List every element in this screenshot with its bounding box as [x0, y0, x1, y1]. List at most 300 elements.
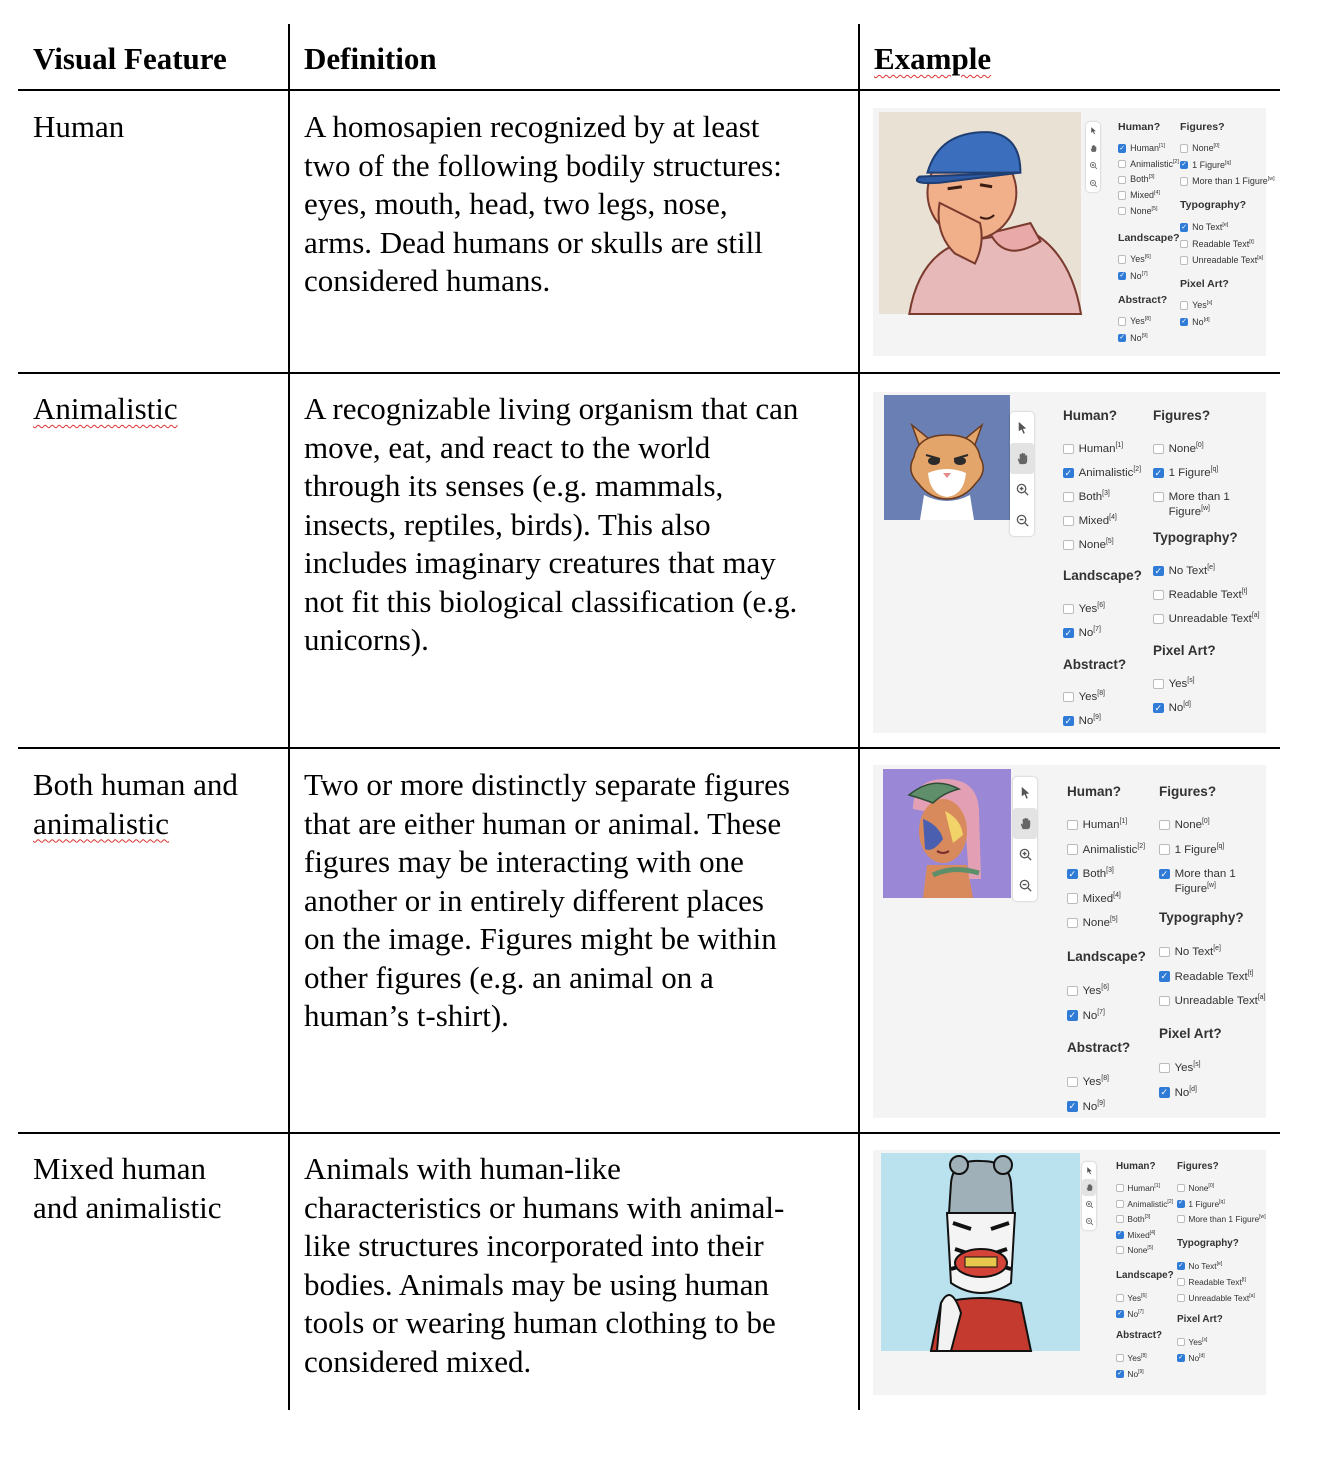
- checkbox-checked-icon[interactable]: ✓: [1068, 868, 1077, 879]
- question-figures-title: Figures?: [1159, 784, 1217, 799]
- shortcut-key: [t]: [1241, 588, 1248, 596]
- checkbox-icon[interactable]: [1118, 176, 1126, 184]
- definition-line: human’s t-shirt).: [304, 998, 509, 1033]
- option-human-0[interactable]: [1118, 143, 1165, 155]
- shortcut-key: [3]: [1102, 490, 1110, 498]
- option-typography-1[interactable]: [1180, 239, 1254, 251]
- option-label-text: Yes: [1130, 316, 1145, 326]
- shortcut-key: [4]: [1113, 891, 1121, 899]
- option-label-text: Mixed: [1082, 892, 1114, 905]
- checkbox-icon[interactable]: [1063, 444, 1074, 455]
- option-label-text-2: Figure: [1168, 505, 1202, 518]
- checkbox-checked-icon[interactable]: ✓: [1178, 1199, 1184, 1207]
- option-label: [1083, 843, 1145, 858]
- option-typography-1[interactable]: [1177, 1277, 1246, 1288]
- definition-line: on the image. Figures might be within: [304, 921, 777, 956]
- checkbox-checked-icon[interactable]: ✓: [1064, 627, 1073, 638]
- checkbox-icon[interactable]: [1153, 614, 1164, 625]
- shortcut-key: [9]: [1141, 332, 1148, 339]
- option-landscape-1[interactable]: [1116, 1309, 1144, 1320]
- option-label: [1188, 1214, 1265, 1225]
- option-label: [1188, 1277, 1246, 1288]
- checkbox-icon[interactable]: [1067, 918, 1078, 929]
- definition-line: through its senses (e.g. mammals,: [304, 468, 724, 503]
- option-typography-0[interactable]: [1180, 222, 1228, 234]
- option-figures-0[interactable]: [1177, 1183, 1214, 1194]
- option-landscape-1[interactable]: [1118, 271, 1148, 283]
- option-human-3[interactable]: [1067, 892, 1121, 907]
- checkbox-icon[interactable]: [1153, 492, 1164, 503]
- option-human-3[interactable]: [1118, 190, 1160, 202]
- definition-line: unicorns).: [304, 622, 429, 657]
- shortcut-key: [8]: [1144, 316, 1151, 323]
- checkbox-icon[interactable]: [1153, 679, 1164, 690]
- checkbox-checked-icon[interactable]: ✓: [1119, 144, 1126, 152]
- checkbox-icon[interactable]: [1180, 144, 1188, 152]
- question-abstract-title: Abstract?: [1118, 294, 1168, 306]
- checkbox-checked-icon[interactable]: ✓: [1178, 1261, 1184, 1269]
- option-figures-1[interactable]: [1177, 1199, 1225, 1210]
- checkbox-checked-icon[interactable]: ✓: [1119, 334, 1126, 342]
- option-label-text: Yes: [1082, 1076, 1102, 1088]
- option-abstract-0[interactable]: [1118, 316, 1151, 328]
- checkbox-icon[interactable]: [1116, 1294, 1124, 1302]
- zoom-out-icon[interactable]: [1013, 870, 1037, 901]
- checkbox-icon[interactable]: [1180, 256, 1188, 264]
- shortcut-key: [0]: [1208, 1183, 1215, 1190]
- option-landscape-0[interactable]: [1118, 254, 1151, 266]
- option-abstract-1[interactable]: [1067, 1100, 1105, 1115]
- checkbox-checked-icon[interactable]: ✓: [1154, 467, 1163, 478]
- option-label-text: More than 1: [1168, 491, 1230, 503]
- checkbox-icon[interactable]: [1067, 893, 1078, 904]
- option-abstract-0[interactable]: [1063, 690, 1105, 705]
- option-label: [1175, 945, 1221, 960]
- feature-line: animalistic: [33, 805, 170, 841]
- option-label-text: Unreadable Text: [1168, 613, 1252, 625]
- shortcut-key: [0]: [1195, 442, 1204, 450]
- checkbox-checked-icon[interactable]: ✓: [1181, 318, 1188, 326]
- header-definition: Definition: [304, 41, 437, 76]
- option-label-text: Readable Text: [1168, 589, 1242, 601]
- shortcut-key: [8]: [1141, 1353, 1147, 1360]
- hand-icon[interactable]: [1086, 140, 1100, 158]
- checkbox-icon[interactable]: [1177, 1338, 1185, 1346]
- option-human-1[interactable]: [1116, 1199, 1173, 1210]
- definition-line: includes imaginary creatures that may: [304, 545, 776, 580]
- option-label-text: No: [1130, 332, 1142, 343]
- checkbox-icon[interactable]: [1159, 947, 1170, 958]
- checkbox-icon[interactable]: [1067, 844, 1078, 855]
- checkbox-icon[interactable]: [1159, 996, 1170, 1007]
- cursor-icon[interactable]: [1086, 122, 1100, 140]
- option-typography-2[interactable]: [1180, 255, 1263, 267]
- option-label-text: 1 Figure: [1174, 843, 1217, 856]
- checkbox-checked-icon[interactable]: ✓: [1154, 565, 1163, 576]
- option-label: [1175, 1061, 1201, 1076]
- shortcut-key: [d]: [1189, 1085, 1197, 1093]
- zoom-in-icon[interactable]: [1013, 839, 1037, 870]
- shortcut-key: [e]: [1207, 564, 1215, 572]
- option-typography-1[interactable]: [1153, 588, 1247, 603]
- option-pixel-1[interactable]: [1177, 1353, 1205, 1364]
- option-typography-2[interactable]: [1159, 994, 1266, 1009]
- shortcut-key: [7]: [1138, 1309, 1144, 1316]
- definition-line: like structures incorporated into their: [304, 1228, 764, 1263]
- shortcut-key: [6]: [1097, 602, 1105, 610]
- option-landscape-1[interactable]: [1067, 1009, 1105, 1024]
- checkbox-checked-icon[interactable]: ✓: [1181, 223, 1188, 231]
- option-landscape-0[interactable]: [1067, 984, 1109, 999]
- definition-line: eyes, mouth, head, two legs, nose,: [304, 186, 728, 221]
- option-label-text: Readable Text: [1188, 1277, 1242, 1287]
- shortcut-key: [d]: [1199, 1353, 1205, 1360]
- checkbox-icon[interactable]: [1180, 177, 1188, 185]
- shortcut-key: [e]: [1216, 1261, 1223, 1268]
- hand-icon[interactable]: [1082, 1179, 1096, 1196]
- option-human-2[interactable]: [1063, 490, 1110, 505]
- option-label-text: Yes: [1127, 1293, 1142, 1303]
- zoom-out-icon[interactable]: [1086, 175, 1100, 193]
- option-label: [1079, 714, 1101, 729]
- checkbox-checked-icon[interactable]: ✓: [1064, 467, 1073, 478]
- option-label: [1130, 190, 1160, 202]
- checkbox-icon[interactable]: [1063, 540, 1074, 551]
- option-human-2[interactable]: [1118, 174, 1155, 186]
- option-human-4[interactable]: [1118, 206, 1158, 218]
- shortcut-key: [q]: [1225, 159, 1231, 166]
- checkbox-icon[interactable]: [1063, 692, 1074, 703]
- shortcut-key: [6]: [1101, 984, 1109, 992]
- option-human-1[interactable]: [1063, 466, 1141, 481]
- feature-line: Mixed human: [33, 1151, 207, 1186]
- option-label: [1127, 1230, 1155, 1241]
- checkbox-checked-icon[interactable]: ✓: [1068, 1010, 1077, 1021]
- zoom-out-icon[interactable]: [1010, 505, 1034, 536]
- question-typography-title: Typography?: [1153, 530, 1238, 545]
- option-human-0[interactable]: [1116, 1183, 1160, 1194]
- option-figures-1[interactable]: [1159, 843, 1224, 858]
- image-toolbar: [1010, 412, 1034, 536]
- option-label: [1169, 588, 1248, 603]
- option-human-2[interactable]: [1067, 867, 1114, 882]
- option-label-text: No: [1192, 316, 1204, 327]
- option-label-text: Unreadable Text: [1188, 1293, 1250, 1303]
- option-label: [1083, 1009, 1105, 1024]
- option-label-text: No Text: [1188, 1261, 1217, 1271]
- option-label: [1079, 602, 1105, 617]
- shortcut-key: [9]: [1097, 1099, 1105, 1107]
- checkbox-checked-icon[interactable]: ✓: [1117, 1369, 1123, 1377]
- option-human-0[interactable]: [1063, 442, 1123, 457]
- checkbox-icon[interactable]: [1118, 191, 1126, 199]
- shortcut-key: [a]: [1257, 994, 1266, 1002]
- option-figures-2[interactable]: [1180, 176, 1275, 188]
- cursor-icon[interactable]: [1013, 777, 1037, 808]
- checkbox-checked-icon[interactable]: ✓: [1154, 702, 1163, 713]
- option-landscape-0[interactable]: [1116, 1293, 1147, 1304]
- definition-line: Two or more distinctly separate figures: [304, 767, 790, 802]
- option-figures-0[interactable]: [1159, 818, 1210, 833]
- option-abstract-1[interactable]: [1118, 333, 1148, 345]
- option-human-2[interactable]: [1116, 1214, 1150, 1225]
- option-label: [1130, 254, 1151, 266]
- option-label: [1192, 317, 1209, 329]
- checkbox-icon[interactable]: [1116, 1246, 1124, 1254]
- option-label: [1079, 466, 1141, 481]
- checkbox-icon[interactable]: [1116, 1184, 1124, 1192]
- checkbox-checked-icon[interactable]: ✓: [1064, 715, 1073, 726]
- zoom-in-icon[interactable]: [1082, 1196, 1096, 1213]
- feature-line: Both human and: [33, 767, 238, 802]
- option-label-text: None: [1130, 205, 1152, 216]
- checkbox-icon[interactable]: [1067, 986, 1078, 997]
- option-label-text: Human: [1078, 443, 1116, 455]
- question-human-title: Human?: [1116, 1161, 1156, 1172]
- option-label: [1188, 1337, 1207, 1348]
- checkbox-icon[interactable]: [1118, 207, 1126, 215]
- option-label-text: No Text: [1192, 222, 1223, 232]
- shortcut-key: [5]: [1105, 538, 1114, 546]
- option-label: [1083, 1075, 1109, 1090]
- option-pixel-1[interactable]: [1153, 701, 1191, 716]
- option-figures-2[interactable]: [1153, 490, 1230, 520]
- shortcut-key: [q]: [1210, 466, 1219, 474]
- checkbox-checked-icon[interactable]: ✓: [1117, 1309, 1123, 1317]
- checkbox-icon[interactable]: [1116, 1354, 1124, 1362]
- option-figures-1[interactable]: [1153, 466, 1218, 481]
- shortcut-key: [6]: [1141, 1293, 1147, 1300]
- checkbox-icon[interactable]: [1177, 1294, 1185, 1302]
- checkbox-icon[interactable]: [1116, 1215, 1124, 1223]
- feature-both: [33, 766, 278, 843]
- option-label: [1083, 1100, 1105, 1115]
- checkbox-icon[interactable]: [1063, 492, 1074, 503]
- checkbox-icon[interactable]: [1180, 301, 1188, 309]
- shortcut-key: [3]: [1148, 174, 1155, 181]
- option-label: [1083, 984, 1109, 999]
- shortcut-key: [2]: [1172, 158, 1179, 165]
- option-label-text: Both: [1078, 491, 1103, 503]
- option-human-3[interactable]: [1063, 514, 1117, 529]
- option-label: [1127, 1183, 1160, 1194]
- option-figures-1[interactable]: [1180, 160, 1231, 172]
- option-label-text: Yes: [1192, 300, 1207, 310]
- definition-line: move, eat, and react to the world: [304, 429, 711, 465]
- thumbnail-svg: [881, 1153, 1080, 1351]
- cursor-icon[interactable]: [1082, 1162, 1096, 1179]
- option-label: [1192, 160, 1231, 172]
- option-human-4[interactable]: [1063, 538, 1114, 553]
- checkbox-checked-icon[interactable]: ✓: [1160, 868, 1169, 879]
- option-label-text: More than 1 Figure: [1192, 176, 1268, 186]
- question-landscape-title: Landscape?: [1118, 232, 1180, 244]
- option-abstract-0[interactable]: [1116, 1353, 1147, 1364]
- option-label: [1127, 1369, 1143, 1380]
- question-typography-title: Typography?: [1159, 910, 1244, 925]
- option-label: [1169, 701, 1191, 716]
- checkbox-checked-icon[interactable]: ✓: [1160, 1087, 1169, 1098]
- checkbox-icon[interactable]: [1118, 317, 1126, 325]
- option-figures-2[interactable]: [1177, 1214, 1266, 1225]
- checkbox-icon[interactable]: [1177, 1278, 1185, 1286]
- option-label-text: Animalistic: [1127, 1198, 1168, 1209]
- checkbox-icon[interactable]: [1067, 1077, 1078, 1088]
- checkbox-checked-icon[interactable]: ✓: [1181, 161, 1188, 169]
- question-landscape-title: Landscape?: [1063, 568, 1142, 583]
- option-abstract-1[interactable]: [1063, 714, 1101, 729]
- option-pixel-1[interactable]: [1159, 1086, 1197, 1101]
- definition-line: Animals with human-like: [304, 1151, 621, 1186]
- option-label-text: Both: [1130, 174, 1149, 185]
- option-label-text: No: [1082, 1009, 1098, 1022]
- shortcut-key: [6]: [1144, 254, 1151, 261]
- definition-line: figures may be interacting with one: [304, 844, 744, 879]
- option-label-text: Human: [1082, 819, 1120, 831]
- option-label-text: Yes: [1168, 678, 1188, 690]
- checkbox-checked-icon[interactable]: ✓: [1160, 971, 1169, 982]
- definition-human: [304, 108, 852, 301]
- checkbox-icon[interactable]: [1177, 1184, 1185, 1192]
- shortcut-key: [2]: [1137, 842, 1146, 850]
- option-pixel-0[interactable]: [1153, 677, 1195, 692]
- option-label-text: None: [1127, 1245, 1148, 1255]
- shortcut-key: [s]: [1187, 677, 1195, 685]
- option-pixel-0[interactable]: [1180, 300, 1212, 312]
- checkbox-icon[interactable]: [1118, 255, 1126, 263]
- checkbox-icon[interactable]: [1063, 604, 1074, 615]
- shortcut-key: [a]: [1249, 1293, 1255, 1300]
- option-label-text: None: [1168, 443, 1196, 455]
- definition-line: considered humans.: [304, 263, 551, 298]
- option-label: [1127, 1309, 1143, 1320]
- checkbox-icon[interactable]: [1159, 844, 1170, 855]
- option-label: [1083, 867, 1114, 882]
- checkbox-icon[interactable]: [1153, 444, 1164, 455]
- option-figures-0[interactable]: [1153, 442, 1204, 457]
- option-label: [1175, 818, 1210, 833]
- option-label: [1192, 222, 1228, 234]
- checkbox-icon[interactable]: [1159, 1063, 1170, 1074]
- checkbox-checked-icon[interactable]: ✓: [1117, 1230, 1123, 1238]
- hand-icon[interactable]: [1010, 443, 1034, 474]
- column-divider-1: [288, 24, 290, 1410]
- option-human-0[interactable]: [1067, 818, 1127, 833]
- option-label: [1175, 970, 1254, 985]
- question-pixel-title: Pixel Art?: [1180, 278, 1229, 290]
- option-pixel-1[interactable]: [1180, 317, 1210, 329]
- cursor-icon[interactable]: [1010, 412, 1034, 443]
- option-typography-2[interactable]: [1177, 1293, 1255, 1304]
- option-label-text: Animalistic: [1082, 843, 1138, 856]
- cartoon-cat-face-thumbnail: [884, 395, 1010, 520]
- zoom-out-icon[interactable]: [1082, 1213, 1096, 1230]
- option-human-1[interactable]: [1067, 843, 1145, 858]
- option-label: [1130, 333, 1147, 345]
- option-label-text: Yes: [1078, 691, 1098, 703]
- option-landscape-1[interactable]: [1063, 626, 1101, 641]
- zoom-in-icon[interactable]: [1010, 474, 1034, 505]
- shortcut-key: [s]: [1206, 300, 1213, 307]
- option-label-text: Both: [1082, 868, 1107, 880]
- checkbox-icon[interactable]: [1180, 240, 1188, 248]
- option-label-text: Both: [1127, 1214, 1145, 1224]
- option-label-text: Animalistic: [1078, 467, 1134, 479]
- option-pixel-0[interactable]: [1159, 1061, 1201, 1076]
- shortcut-key: [s]: [1202, 1337, 1208, 1344]
- option-figures-0[interactable]: [1180, 143, 1220, 155]
- checkbox-icon[interactable]: [1063, 516, 1074, 527]
- shortcut-key: [0]: [1201, 818, 1210, 826]
- shortcut-key: [2]: [1167, 1198, 1174, 1205]
- option-label-text: No: [1127, 1309, 1139, 1319]
- option-landscape-0[interactable]: [1063, 602, 1105, 617]
- option-label: [1079, 514, 1117, 529]
- option-label-text: No: [1188, 1353, 1200, 1363]
- shortcut-key: [w]: [1201, 505, 1210, 513]
- shortcut-key: [e]: [1213, 945, 1221, 953]
- definition-line: A homosapien recognized by at least: [304, 109, 760, 144]
- option-abstract-0[interactable]: [1067, 1075, 1109, 1090]
- option-typography-0[interactable]: [1159, 945, 1221, 960]
- hand-icon[interactable]: [1013, 808, 1037, 839]
- checkbox-icon[interactable]: [1067, 820, 1078, 831]
- option-label-text: Mixed: [1127, 1229, 1150, 1240]
- option-label: [1169, 442, 1204, 457]
- checkbox-checked-icon[interactable]: ✓: [1119, 272, 1126, 280]
- definition-line: not fit this biological classification (e.g.: [304, 583, 798, 619]
- option-label: [1127, 1245, 1153, 1256]
- checkbox-checked-icon[interactable]: ✓: [1178, 1353, 1184, 1361]
- shortcut-key: [5]: [1147, 1245, 1154, 1252]
- option-label-text: Human: [1130, 143, 1160, 153]
- option-typography-2[interactable]: [1153, 612, 1260, 627]
- checkbox-icon[interactable]: [1159, 820, 1170, 831]
- checkbox-icon[interactable]: [1177, 1215, 1185, 1223]
- option-typography-0[interactable]: [1177, 1261, 1222, 1272]
- option-label-text: None: [1174, 819, 1202, 831]
- feature-human: [33, 108, 278, 147]
- checkbox-icon[interactable]: [1153, 590, 1164, 601]
- option-label-text: Yes: [1082, 985, 1102, 997]
- checkbox-icon[interactable]: [1118, 160, 1126, 168]
- shortcut-key: [q]: [1216, 842, 1225, 850]
- option-label-text: More than 1 Figure: [1188, 1214, 1260, 1224]
- option-human-4[interactable]: [1067, 916, 1118, 931]
- option-abstract-1[interactable]: [1116, 1369, 1144, 1380]
- option-human-1[interactable]: [1118, 159, 1179, 171]
- option-figures-2[interactable]: [1159, 867, 1236, 897]
- option-typography-0[interactable]: [1153, 564, 1215, 579]
- thumbnail-svg: [879, 112, 1081, 314]
- checkbox-checked-icon[interactable]: ✓: [1068, 1101, 1077, 1112]
- option-pixel-0[interactable]: [1177, 1337, 1207, 1348]
- option-label: [1169, 466, 1219, 481]
- option-label: [1192, 239, 1254, 251]
- shortcut-key: [3]: [1106, 867, 1114, 875]
- feature-line: and animalistic: [33, 1189, 222, 1225]
- definition-line: another or in entirely different places: [304, 882, 764, 918]
- option-typography-1[interactable]: [1159, 970, 1253, 985]
- option-label-text: 1 Figure: [1188, 1198, 1220, 1209]
- zoom-in-icon[interactable]: [1086, 157, 1100, 175]
- definition-line: A recognizable living organism that can: [304, 391, 799, 426]
- option-human-3[interactable]: [1116, 1230, 1155, 1241]
- example-panel-mixed: [873, 1150, 1266, 1395]
- option-human-4[interactable]: [1116, 1245, 1153, 1256]
- checkbox-icon[interactable]: [1116, 1200, 1124, 1208]
- question-human-title: Human?: [1118, 121, 1161, 133]
